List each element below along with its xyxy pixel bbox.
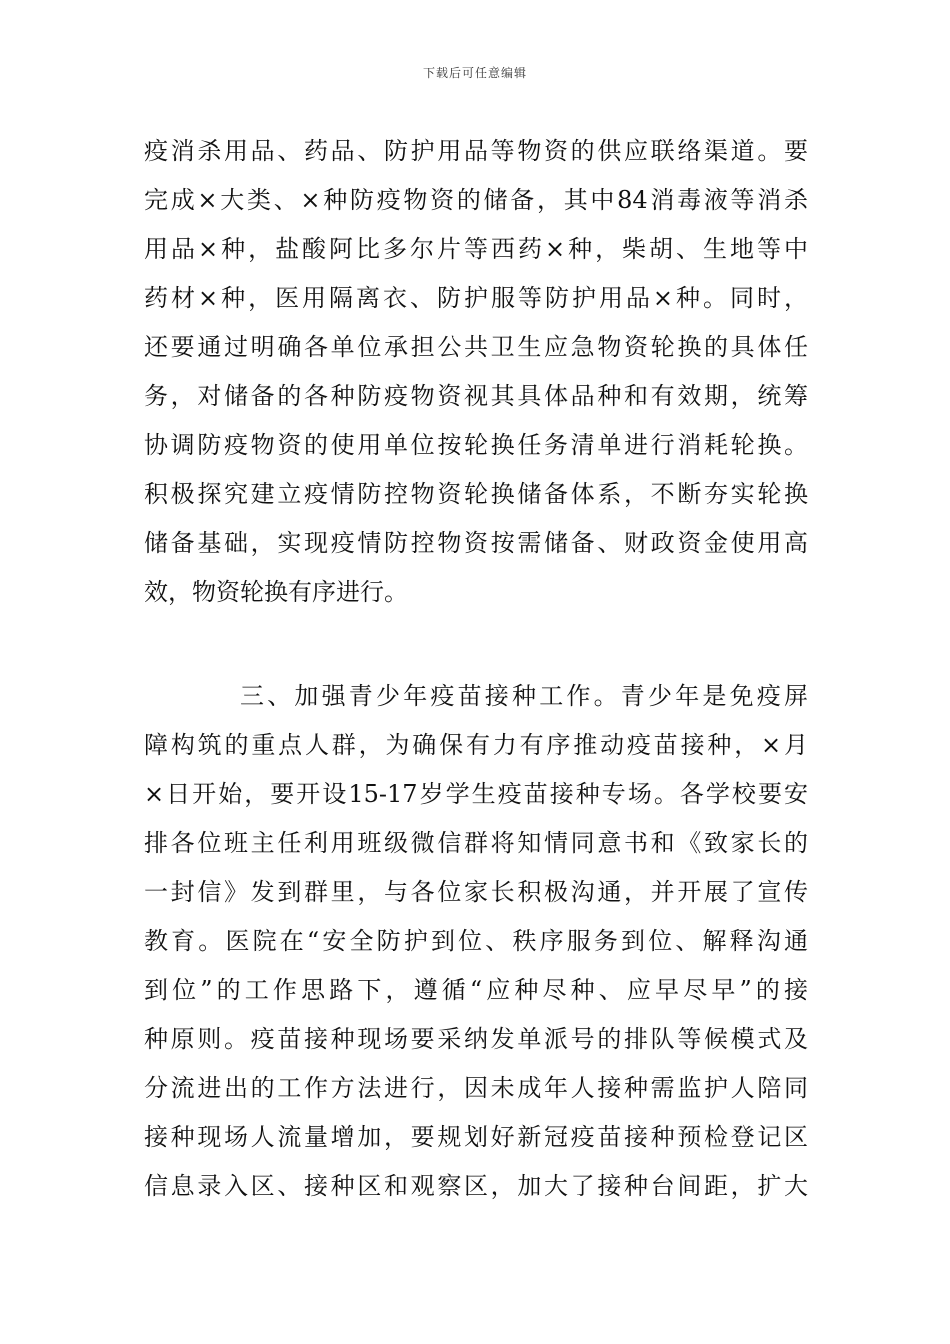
section-heading-line: 三、加强青少年疫苗接种工作。青少年是免疫屏: [240, 682, 808, 710]
page-header-note: 下载后可任意编辑: [422, 66, 527, 80]
text-line: 积极探究建立疫情防控物资轮换储备体系，不断夯实轮换: [144, 480, 808, 508]
text-line: 疫消杀用品、药品、防护用品等物资的供应联络渠道。要: [144, 137, 808, 165]
text-line: 障构筑的重点人群，为确保有力有序推动疫苗接种，×月: [144, 731, 808, 759]
text-line: 务，对储备的各种防疫物资视其具体品种和有效期，统筹: [144, 382, 808, 410]
text-line: 药材×种，医用隔离衣、防护服等防护用品×种。同时，: [144, 284, 808, 312]
text-line: 到位”的工作思路下，遵循“应种尽种、应早尽早”的接: [144, 976, 808, 1004]
text-line: 效，物资轮换有序进行。: [144, 578, 408, 606]
text-line: 一封信》发到群里，与各位家长积极沟通，并开展了宣传: [144, 878, 808, 906]
paragraph-youth-vaccination: [144, 672, 808, 1211]
text-line: 信息录入区、接种区和观察区，加大了接种台间距，扩大: [144, 1172, 808, 1200]
text-line: 还要通过明确各单位承担公共卫生应急物资轮换的具体任: [144, 333, 808, 361]
text-line: 排各位班主任利用班级微信群将知情同意书和《致家长的: [144, 829, 808, 857]
paragraph-material-reserve: [144, 127, 808, 617]
text-line: 教育。医院在“安全防护到位、秩序服务到位、解释沟通: [144, 927, 808, 955]
text-line: 分流进出的工作方法进行，因未成年人接种需监护人陪同: [144, 1074, 808, 1102]
text-line: 完成×大类、×种防疫物资的储备，其中84消毒液等消杀: [144, 186, 808, 214]
text-line: 种原则。疫苗接种现场要采纳发单派号的排队等候模式及: [144, 1025, 808, 1053]
text-line: 储备基础，实现疫情防控物资按需储备、财政资金使用高: [144, 529, 808, 557]
text-line: 接种现场人流量增加，要规划好新冠疫苗接种预检登记区: [144, 1123, 808, 1151]
text-line: 协调防疫物资的使用单位按轮换任务清单进行消耗轮换。: [144, 431, 808, 459]
text-line: 用品×种，盐酸阿比多尔片等西药×种，柴胡、生地等中: [144, 235, 808, 263]
text-line: ×日开始，要开设15-17岁学生疫苗接种专场。各学校要安: [144, 780, 808, 808]
